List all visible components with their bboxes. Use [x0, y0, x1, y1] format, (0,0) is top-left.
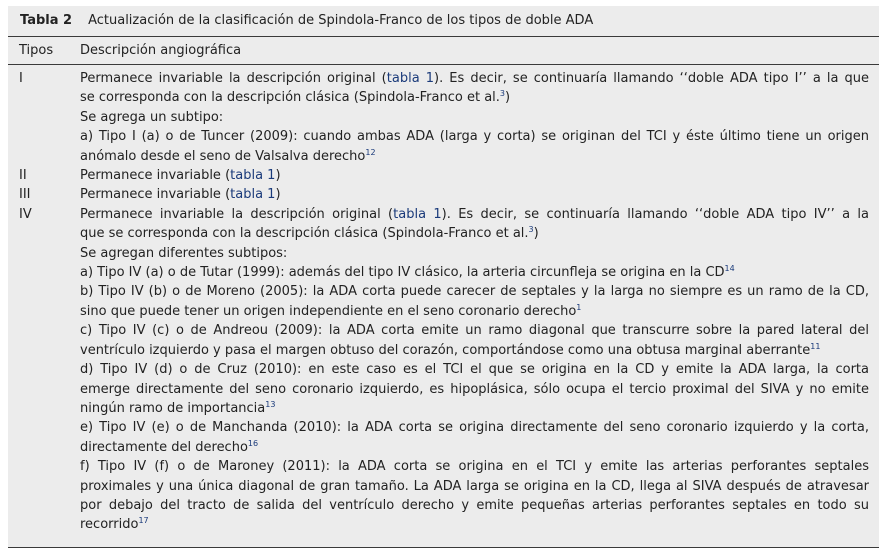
ref-link[interactable]: 3	[499, 89, 505, 99]
type-cell: I	[19, 71, 23, 86]
text: anómalo desde el seno de Valsalva derecho	[80, 148, 366, 164]
text: c) Tipo IV (c) o de Andreou (2009): la ADA corta emite un ramo diagonal que transcurre sobre la pared lateral del	[80, 323, 869, 339]
text: ningún ramo de importancia	[80, 400, 266, 416]
text: Permanece invariable (	[80, 168, 231, 184]
table-body	[8, 65, 879, 535]
ref-link[interactable]: 3	[528, 225, 534, 235]
text: )	[275, 187, 281, 203]
tabla-1-link[interactable]: tabla 1	[393, 206, 442, 222]
table-caption	[8, 6, 879, 37]
text: e) Tipo IV (e) o de Manchanda (2010): la ADA corta se origina directamente del seno coronario izquierdo y la corta,	[80, 420, 869, 436]
type-cell: II	[19, 168, 27, 184]
description-cell	[80, 185, 879, 204]
text: Se agregan diferentes subtipos:	[80, 245, 288, 261]
description-cell	[80, 69, 879, 166]
text: por debajo del tracto de salida del ventrículo derecho y emite pequeñas arterias perforantes septales en todo su	[80, 497, 869, 513]
header-descripcion: Descripción angiográfica	[80, 43, 242, 58]
description-cell	[80, 166, 879, 185]
ref-link[interactable]: 14	[724, 264, 735, 274]
text: d) Tipo IV (d) o de Cruz (2010): en este caso es el TCI el que se origina en la CD y emite la ADA larga, la corta	[80, 362, 869, 378]
table-bottom-rule	[8, 547, 879, 548]
header-tipos: Tipos	[19, 43, 54, 58]
table-header	[8, 37, 879, 65]
type-cell: IV	[19, 206, 32, 222]
text: )	[533, 226, 539, 242]
table-row	[8, 69, 879, 166]
text: a) Tipo IV (a) o de Tutar (1999): además del tipo IV clásico, la arteria circunfleja se origina en la CD	[80, 265, 725, 281]
ref-link[interactable]: 1	[576, 302, 582, 312]
text: se corresponda con la descripción clásica (Spindola-Franco et al.	[80, 90, 500, 106]
text: b) Tipo IV (b) o de Moreno (2005): la ADA corta puede carecer de septales y la larga no siempre es un ramo de la CD,	[80, 284, 869, 300]
text: Permanece invariable la descripción original (	[80, 206, 394, 222]
table-2	[8, 6, 879, 547]
text: f) Tipo IV (f) o de Maroney (2011): la ADA corta se origina en el TCI y emite las arterias perforantes septales	[80, 459, 869, 475]
ref-link[interactable]: 13	[265, 399, 276, 409]
description-cell	[80, 205, 879, 535]
text: ). Es decir, se continuaría llamando ‘‘doble ADA tipo I’’ a la que	[434, 71, 870, 86]
tabla-1-link[interactable]: tabla 1	[230, 168, 276, 184]
text: directamente del derecho	[80, 439, 248, 455]
table-row	[8, 185, 879, 204]
table-row	[8, 166, 879, 185]
text: sino que puede tener un origen independiente en el seno coronario derecho	[80, 303, 577, 319]
text: Se agrega un subtipo:	[80, 109, 224, 125]
text: ). Es decir, se continuaría llamando ‘‘doble ADA tipo IV’’ a la	[441, 206, 869, 222]
text: Permanece invariable (	[80, 187, 231, 203]
table-row	[8, 205, 879, 535]
tabla-1-link[interactable]: tabla 1	[230, 187, 276, 203]
text: que se corresponda con la descripción clásica (Spindola-Franco et al.	[80, 226, 529, 242]
text: proximales y una única diagonal de gran tamaño. La ADA larga se origina en la CD, llega al SIVA después de atravesar	[80, 478, 869, 494]
text: )	[505, 90, 511, 106]
table-title: Actualización de la clasificación de Spindola-Franco de los tipos de doble ADA	[88, 13, 594, 28]
text: ventrículo izquierdo y pasa el margen obtuso del corazón, comportándose como una obtusa marginal aberrante	[80, 342, 811, 358]
text: recorrido	[80, 517, 139, 533]
text: )	[275, 168, 281, 184]
text: a) Tipo I (a) o de Tuncer (2009): cuando ambas ADA (larga y corta) se originan del TCI y éste último tiene un origen	[80, 129, 869, 145]
text: emerge directamente del seno coronario izquierdo, es hipoplásica, sólo ocupa el tercio proximal del SIVA y no emite	[80, 381, 869, 397]
ref-link[interactable]: 17	[138, 516, 149, 526]
ref-link[interactable]: 12	[365, 147, 376, 157]
ref-link[interactable]: 11	[810, 341, 821, 351]
table-label: Tabla 2	[20, 13, 73, 28]
ref-link[interactable]: 16	[247, 438, 259, 448]
text: Permanece invariable la descripción original (	[80, 71, 387, 86]
tabla-1-link[interactable]: tabla 1	[386, 71, 435, 86]
type-cell: III	[19, 187, 31, 203]
